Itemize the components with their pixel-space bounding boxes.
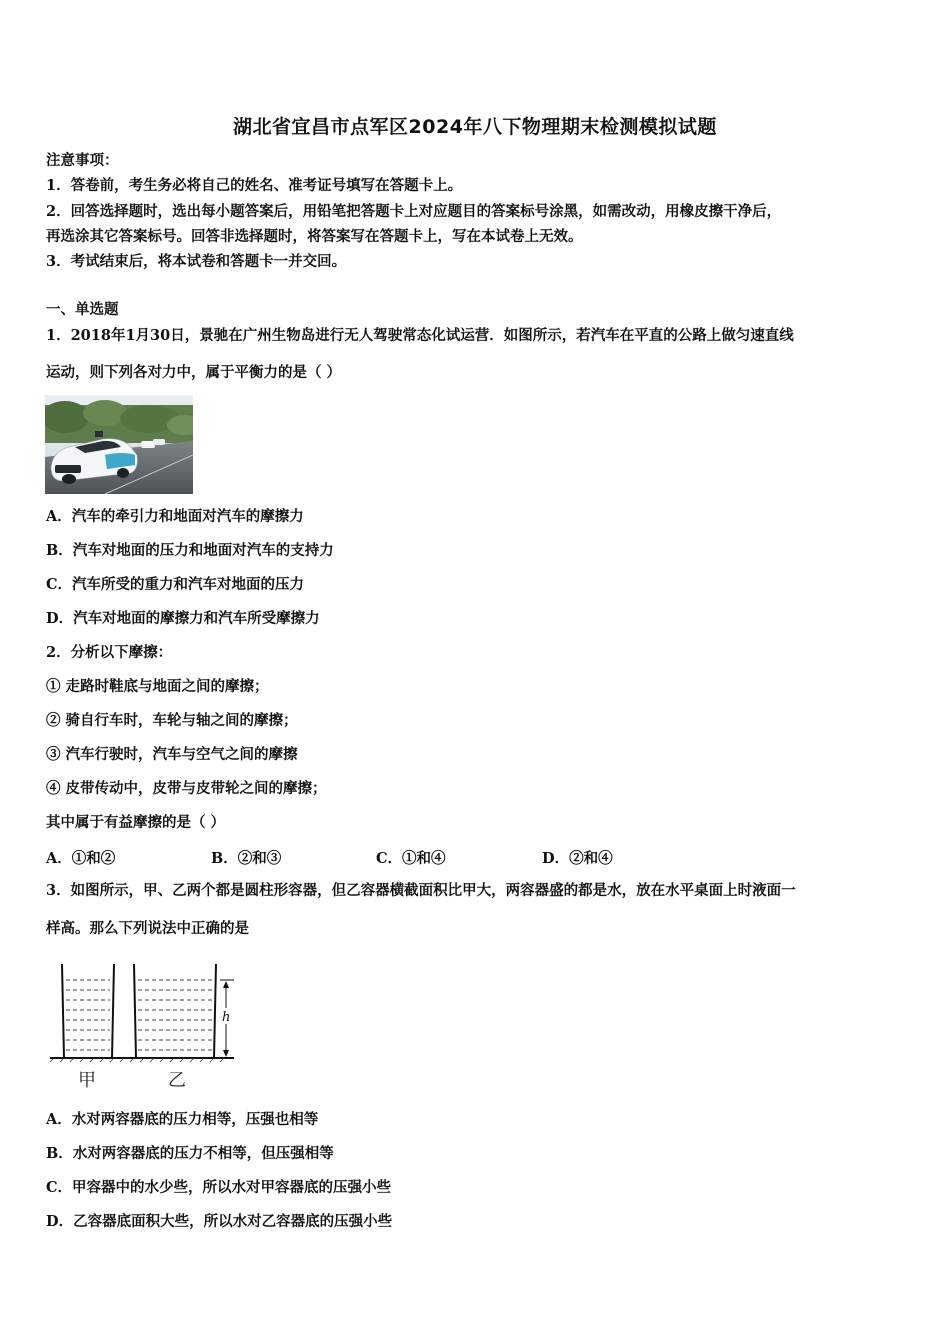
q2-options xyxy=(46,847,906,867)
container-yi-label: 乙 xyxy=(168,1070,186,1091)
notice-item: 2．回答选择题时，选出每小题答案后，用铅笔把答题卡上对应题目的答案标号涂黑，如需改动，用橡皮擦干净后， xyxy=(46,203,782,220)
q2-question: 其中属于有益摩擦的是（ ） xyxy=(46,814,226,831)
section-heading: 一、单选题 xyxy=(46,301,119,318)
q2-option-a: A．①和② xyxy=(46,850,116,867)
q2-item: ① 走路时鞋底与地面之间的摩擦； xyxy=(46,678,269,695)
q1-stem-line2: 运动，则下列各对力中，属于平衡力的是（ ） xyxy=(46,364,342,381)
q2-item: ④ 皮带传动中，皮带与皮带轮之间的摩擦； xyxy=(46,780,327,797)
q3-option-d: D．乙容器底面积大些，所以水对乙容器底的压强小些 xyxy=(46,1213,393,1230)
container-jia-label: 甲 xyxy=(78,1070,96,1091)
q3-option-c: C．甲容器中的水少些，所以水对甲容器底的压强小些 xyxy=(46,1179,392,1196)
page-title: 湖北省宜昌市点军区2024年八下物理期末检测模拟试题 xyxy=(233,116,717,138)
q2-item: ② 骑自行车时，车轮与轴之间的摩擦； xyxy=(46,712,298,729)
q1-stem-line1: 1．2018年1月30日，景驰在广州生物岛进行无人驾驶常态化试运营．如图所示，若汽车在平直的公路上做匀速直线 xyxy=(46,327,794,344)
q3-stem-line2: 样高。那么下列说法中正确的是 xyxy=(46,920,249,937)
q3-option-b: B．水对两容器底的压力不相等，但压强相等 xyxy=(46,1145,334,1162)
notice-item: 再选涂其它答案标号。回答非选择题时，将答案写在答题卡上，写在本试卷上无效。 xyxy=(46,228,583,245)
notice-item: 1．答卷前，考生务必将自己的姓名、准考证号填写在答题卡上。 xyxy=(46,177,463,194)
q3-option-a: A．水对两容器底的压力相等，压强也相等 xyxy=(46,1111,319,1128)
q1-option-b: B．汽车对地面的压力和地面对汽车的支持力 xyxy=(46,542,334,559)
q3-stem-line1: 3．如图所示，甲、乙两个都是圆柱形容器，但乙容器横截面积比甲大，两容器盛的都是水，放在水平桌面上时液面一 xyxy=(46,882,796,899)
q1-option-d: D．汽车对地面的摩擦力和汽车所受摩擦力 xyxy=(46,610,320,627)
containers-diagram xyxy=(48,958,238,1092)
driverless-car-photo xyxy=(45,395,193,494)
notice-heading: 注意事项： xyxy=(46,152,119,169)
q2-option-b: B．②和③ xyxy=(211,850,282,867)
q1-option-a: A．汽车的牵引力和地面对汽车的摩擦力 xyxy=(46,508,304,525)
q1-option-c: C．汽车所受的重力和汽车对地面的压力 xyxy=(46,576,305,593)
q2-item: ③ 汽车行驶时，汽车与空气之间的摩擦 xyxy=(46,746,298,763)
q2-option-d: D．②和④ xyxy=(542,850,613,867)
q2-stem: 2．分析以下摩擦： xyxy=(46,644,173,661)
notice-item: 3．考试结束后，将本试卷和答题卡一并交回。 xyxy=(46,253,347,270)
q2-option-c: C．①和④ xyxy=(376,850,446,867)
height-label: h xyxy=(222,1010,231,1025)
